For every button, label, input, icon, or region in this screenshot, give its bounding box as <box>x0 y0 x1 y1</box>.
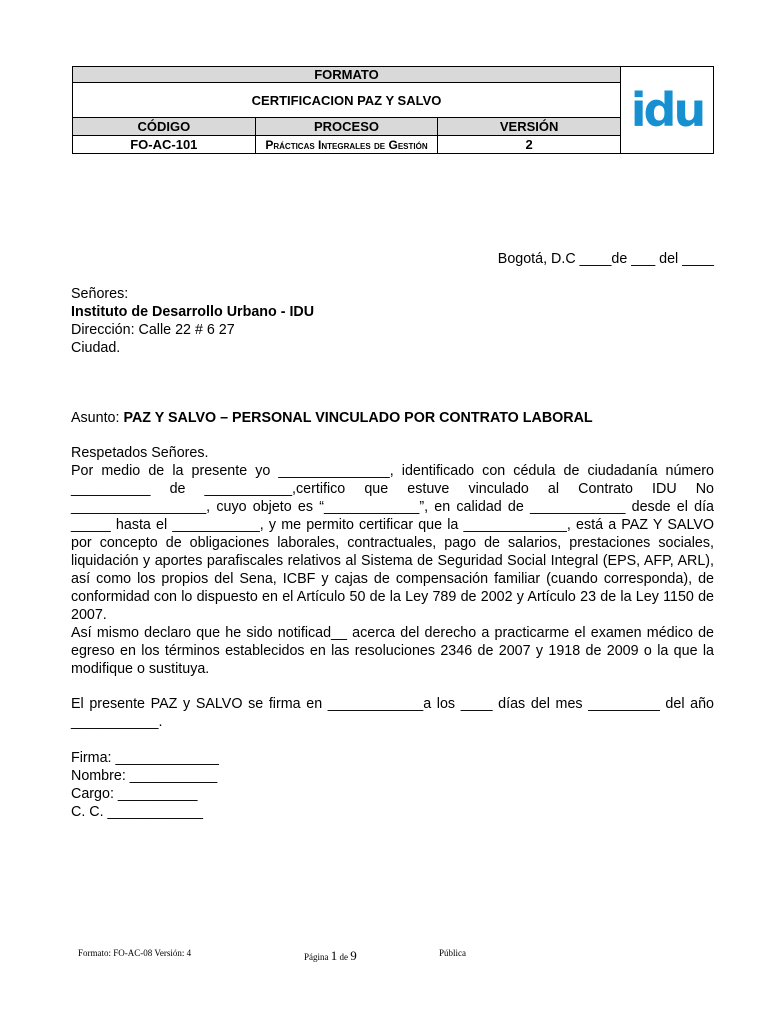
body-paragraph-3: El presente PAZ y SALVO se firma en ____________a los ____ días del mes _________ del año ___________. <box>71 696 714 730</box>
signature-nombre: Nombre: ___________ <box>71 768 218 784</box>
salutation: Respetados Señores. <box>71 445 209 461</box>
date-line: Bogotá, D.C ____de ___ del ____ <box>497 251 714 267</box>
recipient-greeting: Señores: <box>71 286 129 302</box>
footer-page-label: Página <box>304 952 329 962</box>
document-header <box>72 66 714 154</box>
signature-cc: C. C. ____________ <box>71 804 203 820</box>
body-paragraph-1: Por medio de la presente yo ______________, identificado con cédula de ciudadanía número __________ de ___________,certifico que estuve vinculado al Contrato IDU No _________________, cuyo objeto es “____________”, en calidad de ____________ desde el día _____ hasta el ___________, y me permito certificar que la _____________, está a PAZ Y SALVO por concepto de obligaciones laborales, contractuales, pago de salarios, prestaciones sociales, liquidación y aportes parafiscales relativos al Sistema de Seguridad Social Integral (EPS, AFP, ARL), así como los propios del Sena, ICBF y cajas de compensación familiar (cuando corresponda), de conformidad con lo dispuesto en el Artículo 50 de la Ley 789 de 2002 y Artículo 23 de la Ley 1150 de 2007. <box>71 463 714 623</box>
codigo-value: FO-AC-101 <box>73 136 256 154</box>
idu-logo <box>621 67 714 154</box>
version-header: VERSIÓN <box>438 118 621 136</box>
recipient-org: Instituto de Desarrollo Urbano - IDU <box>71 304 315 320</box>
codigo-header: CÓDIGO <box>73 118 256 136</box>
subject-label: Asunto: <box>71 410 124 426</box>
footer-page <box>304 948 357 964</box>
proceso-value: Prácticas Integrales de Gestión <box>255 136 438 154</box>
footer-format: Formato: FO-AC-08 Versión: 4 <box>78 948 192 958</box>
recipient-city: Ciudad. <box>71 340 121 356</box>
footer-classification: Pública <box>439 948 466 958</box>
subject-line <box>71 409 593 427</box>
recipient-address: Dirección: Calle 22 # 6 27 <box>71 322 235 338</box>
proceso-header: PROCESO <box>255 118 438 136</box>
idu-logo-text: idu <box>630 83 704 137</box>
version-value: 2 <box>438 136 621 154</box>
signature-firma: Firma: _____________ <box>71 750 219 766</box>
footer-de-label: de <box>339 952 348 962</box>
body-paragraph-2: Así mismo declaro que he sido notificad__ acerca del derecho a practicarme el examen médico de egreso en los términos establecidos en las resoluciones 2346 de 2007 y 1918 de 2009 o la que la modifique o sustituya. <box>71 625 714 677</box>
footer-page-num: 1 <box>330 948 338 963</box>
format-label: FORMATO <box>73 67 621 83</box>
footer-page-total: 9 <box>350 948 357 963</box>
document-title: CERTIFICACION PAZ Y SALVO <box>73 83 621 118</box>
subject-text: PAZ Y SALVO – PERSONAL VINCULADO POR CONTRATO LABORAL <box>123 410 593 426</box>
signature-cargo: Cargo: __________ <box>71 786 198 802</box>
